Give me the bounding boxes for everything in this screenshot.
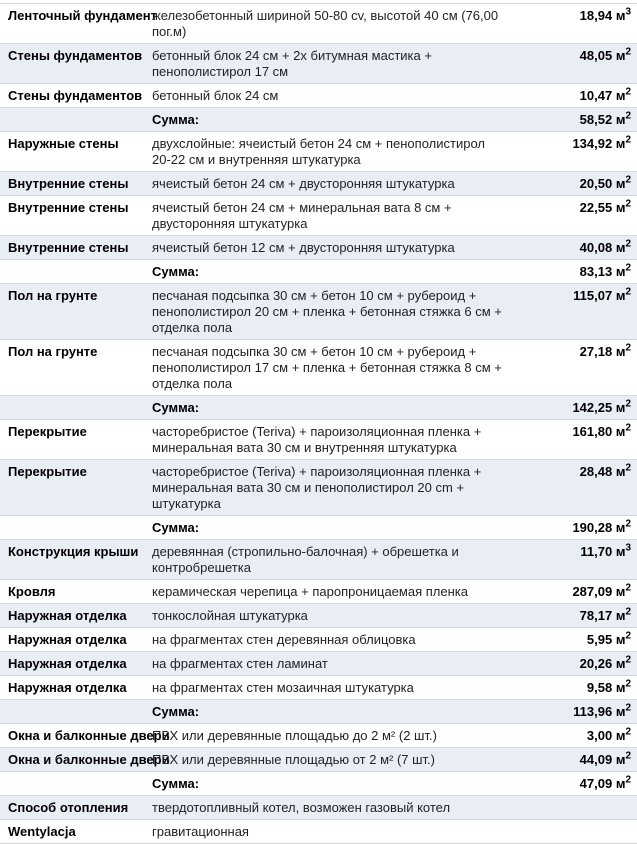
table-row <box>0 820 637 844</box>
table-row <box>0 396 637 420</box>
spec-description: ПВХ или деревянные площадью до 2 м² (2 шт.) <box>152 728 437 743</box>
spec-category-label: Окна и балконные двери <box>8 728 170 743</box>
unit-exponent: 2 <box>625 654 631 666</box>
spec-category-label: Способ отопления <box>8 800 129 815</box>
unit-exponent: 2 <box>625 750 631 762</box>
spec-category-label: Наружная отделка <box>8 632 127 647</box>
table-row <box>0 84 637 108</box>
unit-exponent: 2 <box>625 726 631 738</box>
spec-category-label: Внутренние стены <box>8 176 129 191</box>
table-row <box>0 4 637 44</box>
spec-category-label: Наружные стены <box>8 136 119 151</box>
spec-category-label: Ленточный фундамент <box>8 8 157 23</box>
spec-category-label: Внутренние стены <box>8 240 129 255</box>
table-row <box>0 236 637 260</box>
unit-exponent: 3 <box>625 542 631 554</box>
unit-exponent: 2 <box>625 46 631 58</box>
spec-category-label <box>0 772 152 779</box>
unit-exponent: 2 <box>625 422 631 434</box>
unit-exponent: 3 <box>625 6 631 18</box>
specifications-table <box>0 3 637 844</box>
unit-exponent: 2 <box>625 462 631 474</box>
unit-exponent: 2 <box>625 110 631 122</box>
spec-value: 10,47 $м^2$ <box>579 86 631 103</box>
spec-value: 142,25 $м^2$ <box>572 398 631 415</box>
spec-description: на фрагментах стен ламинат <box>152 656 328 671</box>
unit-exponent: 2 <box>625 518 631 530</box>
spec-value: 115,07 $м^2$ <box>573 286 631 303</box>
spec-value: 18,94 $м^3$ <box>579 6 631 23</box>
table-row <box>0 628 637 652</box>
spec-value: 47,09 $м^2$ <box>579 774 631 791</box>
spec-description: часторебристое (Teriva) + пароизоляционная пленка + минеральная вата 30 см и пенополистирол 20 cm + штукатурка <box>152 464 482 511</box>
sum-label: Сумма: <box>152 112 200 127</box>
table-row <box>0 44 637 84</box>
unit-exponent: 2 <box>625 582 631 594</box>
table-row <box>0 284 637 340</box>
table-row <box>0 420 637 460</box>
table-row <box>0 540 637 580</box>
unit-exponent: 2 <box>625 630 631 642</box>
table-row <box>0 516 637 540</box>
spec-value: 22,55 $м^2$ <box>579 198 631 215</box>
spec-category-label <box>0 700 152 707</box>
spec-category-label: Перекрытие <box>8 464 87 479</box>
table-row <box>0 108 637 132</box>
unit-exponent: 2 <box>625 606 631 618</box>
spec-value: 5,95 $м^2$ <box>586 630 631 647</box>
spec-description: часторебристое (Teriva) + пароизоляционная пленка + минеральная вата 30 см и внутренняя штукатурка <box>152 424 482 455</box>
spec-value: 3,00 $м^2$ <box>586 726 631 743</box>
spec-value <box>525 820 637 827</box>
spec-description: железобетонный шириной 50-80 cv, высотой 40 см (76,00 пог.м) <box>152 8 499 39</box>
spec-category-label: Перекрытие <box>8 424 87 439</box>
table-row <box>0 724 637 748</box>
spec-description: бетонный блок 24 см <box>152 88 279 103</box>
spec-category-label <box>0 396 152 403</box>
unit-exponent: 2 <box>625 678 631 690</box>
table-row <box>0 772 637 796</box>
spec-description: песчаная подсыпка 30 см + бетон 10 см + рубероид + пенополистирол 20 см + пленка + бетонная стяжка 6 см + отделка пола <box>152 288 502 335</box>
table-row <box>0 460 637 516</box>
spec-value: 20,26 $м^2$ <box>579 654 631 671</box>
unit-exponent: 2 <box>625 174 631 186</box>
unit-exponent: 2 <box>625 398 631 410</box>
spec-category-label: Наружная отделка <box>8 680 127 695</box>
spec-value: 113,96 $м^2$ <box>573 702 631 719</box>
spec-description: ПВХ или деревянные площадью от 2 м² (7 шт.) <box>152 752 435 767</box>
table-row <box>0 748 637 772</box>
spec-category-label: Кровля <box>8 584 56 599</box>
spec-category-label: Внутренние стены <box>8 200 129 215</box>
sum-label: Сумма: <box>152 400 200 415</box>
unit-exponent: 2 <box>625 198 631 210</box>
sum-label: Сумма: <box>152 776 200 791</box>
spec-value: 11,70 $м^3$ <box>580 542 631 559</box>
spec-category-label: Стены фундаментов <box>8 48 143 63</box>
table-row <box>0 676 637 700</box>
spec-category-label: Пол на грунте <box>8 288 98 303</box>
spec-category-label: Окна и балконные двери <box>8 752 170 767</box>
table-row <box>0 172 637 196</box>
table-row <box>0 604 637 628</box>
spec-category-label: Конструкция крыши <box>8 544 139 559</box>
unit-exponent: 2 <box>625 238 631 250</box>
unit-exponent: 2 <box>625 286 631 298</box>
sum-label: Сумма: <box>152 520 200 535</box>
spec-value <box>525 796 637 803</box>
spec-value: 161,80 $м^2$ <box>572 422 631 439</box>
unit-exponent: 2 <box>625 86 631 98</box>
spec-description: твердотопливный котел, возможен газовый котел <box>152 800 451 815</box>
sum-label: Сумма: <box>152 704 200 719</box>
spec-description: на фрагментах стен мозаичная штукатурка <box>152 680 414 695</box>
unit-exponent: 2 <box>625 342 631 354</box>
table-row <box>0 700 637 724</box>
spec-description: песчаная подсыпка 30 см + бетон 10 см + рубероид + пенополистирол 17 см + пленка + бетонная стяжка 8 см + отделка пола <box>152 344 502 391</box>
spec-value: 190,28 $м^2$ <box>572 518 631 535</box>
spec-category-label <box>0 516 152 523</box>
table-row <box>0 652 637 676</box>
spec-description: гравитационная <box>152 824 249 839</box>
spec-description: керамическая черепица + паропроницаемая пленка <box>152 584 468 599</box>
table-row <box>0 580 637 604</box>
spec-description: двухслойные: ячеистый бетон 24 см + пенополистирол 20-22 см и внутренняя штукатурка <box>152 136 485 167</box>
table-row <box>0 340 637 396</box>
spec-category-label <box>0 108 152 115</box>
spec-value: 44,09 $м^2$ <box>579 750 631 767</box>
unit-exponent: 2 <box>625 774 631 786</box>
table-row <box>0 796 637 820</box>
spec-description: тонкослойная штукатурка <box>152 608 308 623</box>
spec-description: на фрагментах стен деревянная облицовка <box>152 632 416 647</box>
spec-description: ячеистый бетон 24 см + двусторонняя штукатурка <box>152 176 455 191</box>
spec-category-label: Пол на грунте <box>8 344 98 359</box>
unit-exponent: 2 <box>625 134 631 146</box>
spec-value: 287,09 $м^2$ <box>572 582 631 599</box>
spec-description: бетонный блок 24 см + 2x битумная мастика + пенополистирол 17 см <box>152 48 432 79</box>
spec-value: 27,18 $м^2$ <box>579 342 631 359</box>
unit-exponent: 2 <box>625 702 631 714</box>
spec-description: ячеистый бетон 24 см + минеральная вата 8 см + двусторонняя штукатурка <box>152 200 452 231</box>
spec-category-label <box>0 260 152 267</box>
spec-value: 78,17 $м^2$ <box>579 606 631 623</box>
sum-label: Сумма: <box>152 264 200 279</box>
spec-description: ячеистый бетон 12 см + двусторонняя штукатурка <box>152 240 455 255</box>
table-row <box>0 132 637 172</box>
unit-exponent: 2 <box>625 262 631 274</box>
spec-category-label: Wentylacja <box>8 824 76 839</box>
spec-description: деревянная (стропильно-балочная) + обрешетка и контробрешетка <box>152 544 459 575</box>
spec-category-label: Наружная отделка <box>8 608 127 623</box>
table-row <box>0 196 637 236</box>
spec-value: 134,92 $м^2$ <box>572 134 631 151</box>
spec-value: 20,50 $м^2$ <box>579 174 631 191</box>
table-row <box>0 260 637 284</box>
spec-value: 40,08 $м^2$ <box>579 238 631 255</box>
spec-category-label: Стены фундаментов <box>8 88 143 103</box>
spec-value: 83,13 $м^2$ <box>579 262 631 279</box>
spec-category-label: Наружная отделка <box>8 656 127 671</box>
spec-value: 28,48 $м^2$ <box>579 462 631 479</box>
spec-value: 9,58 $м^2$ <box>586 678 631 695</box>
spec-value: 48,05 $м^2$ <box>579 46 631 63</box>
spec-value: 58,52 $м^2$ <box>579 110 631 127</box>
